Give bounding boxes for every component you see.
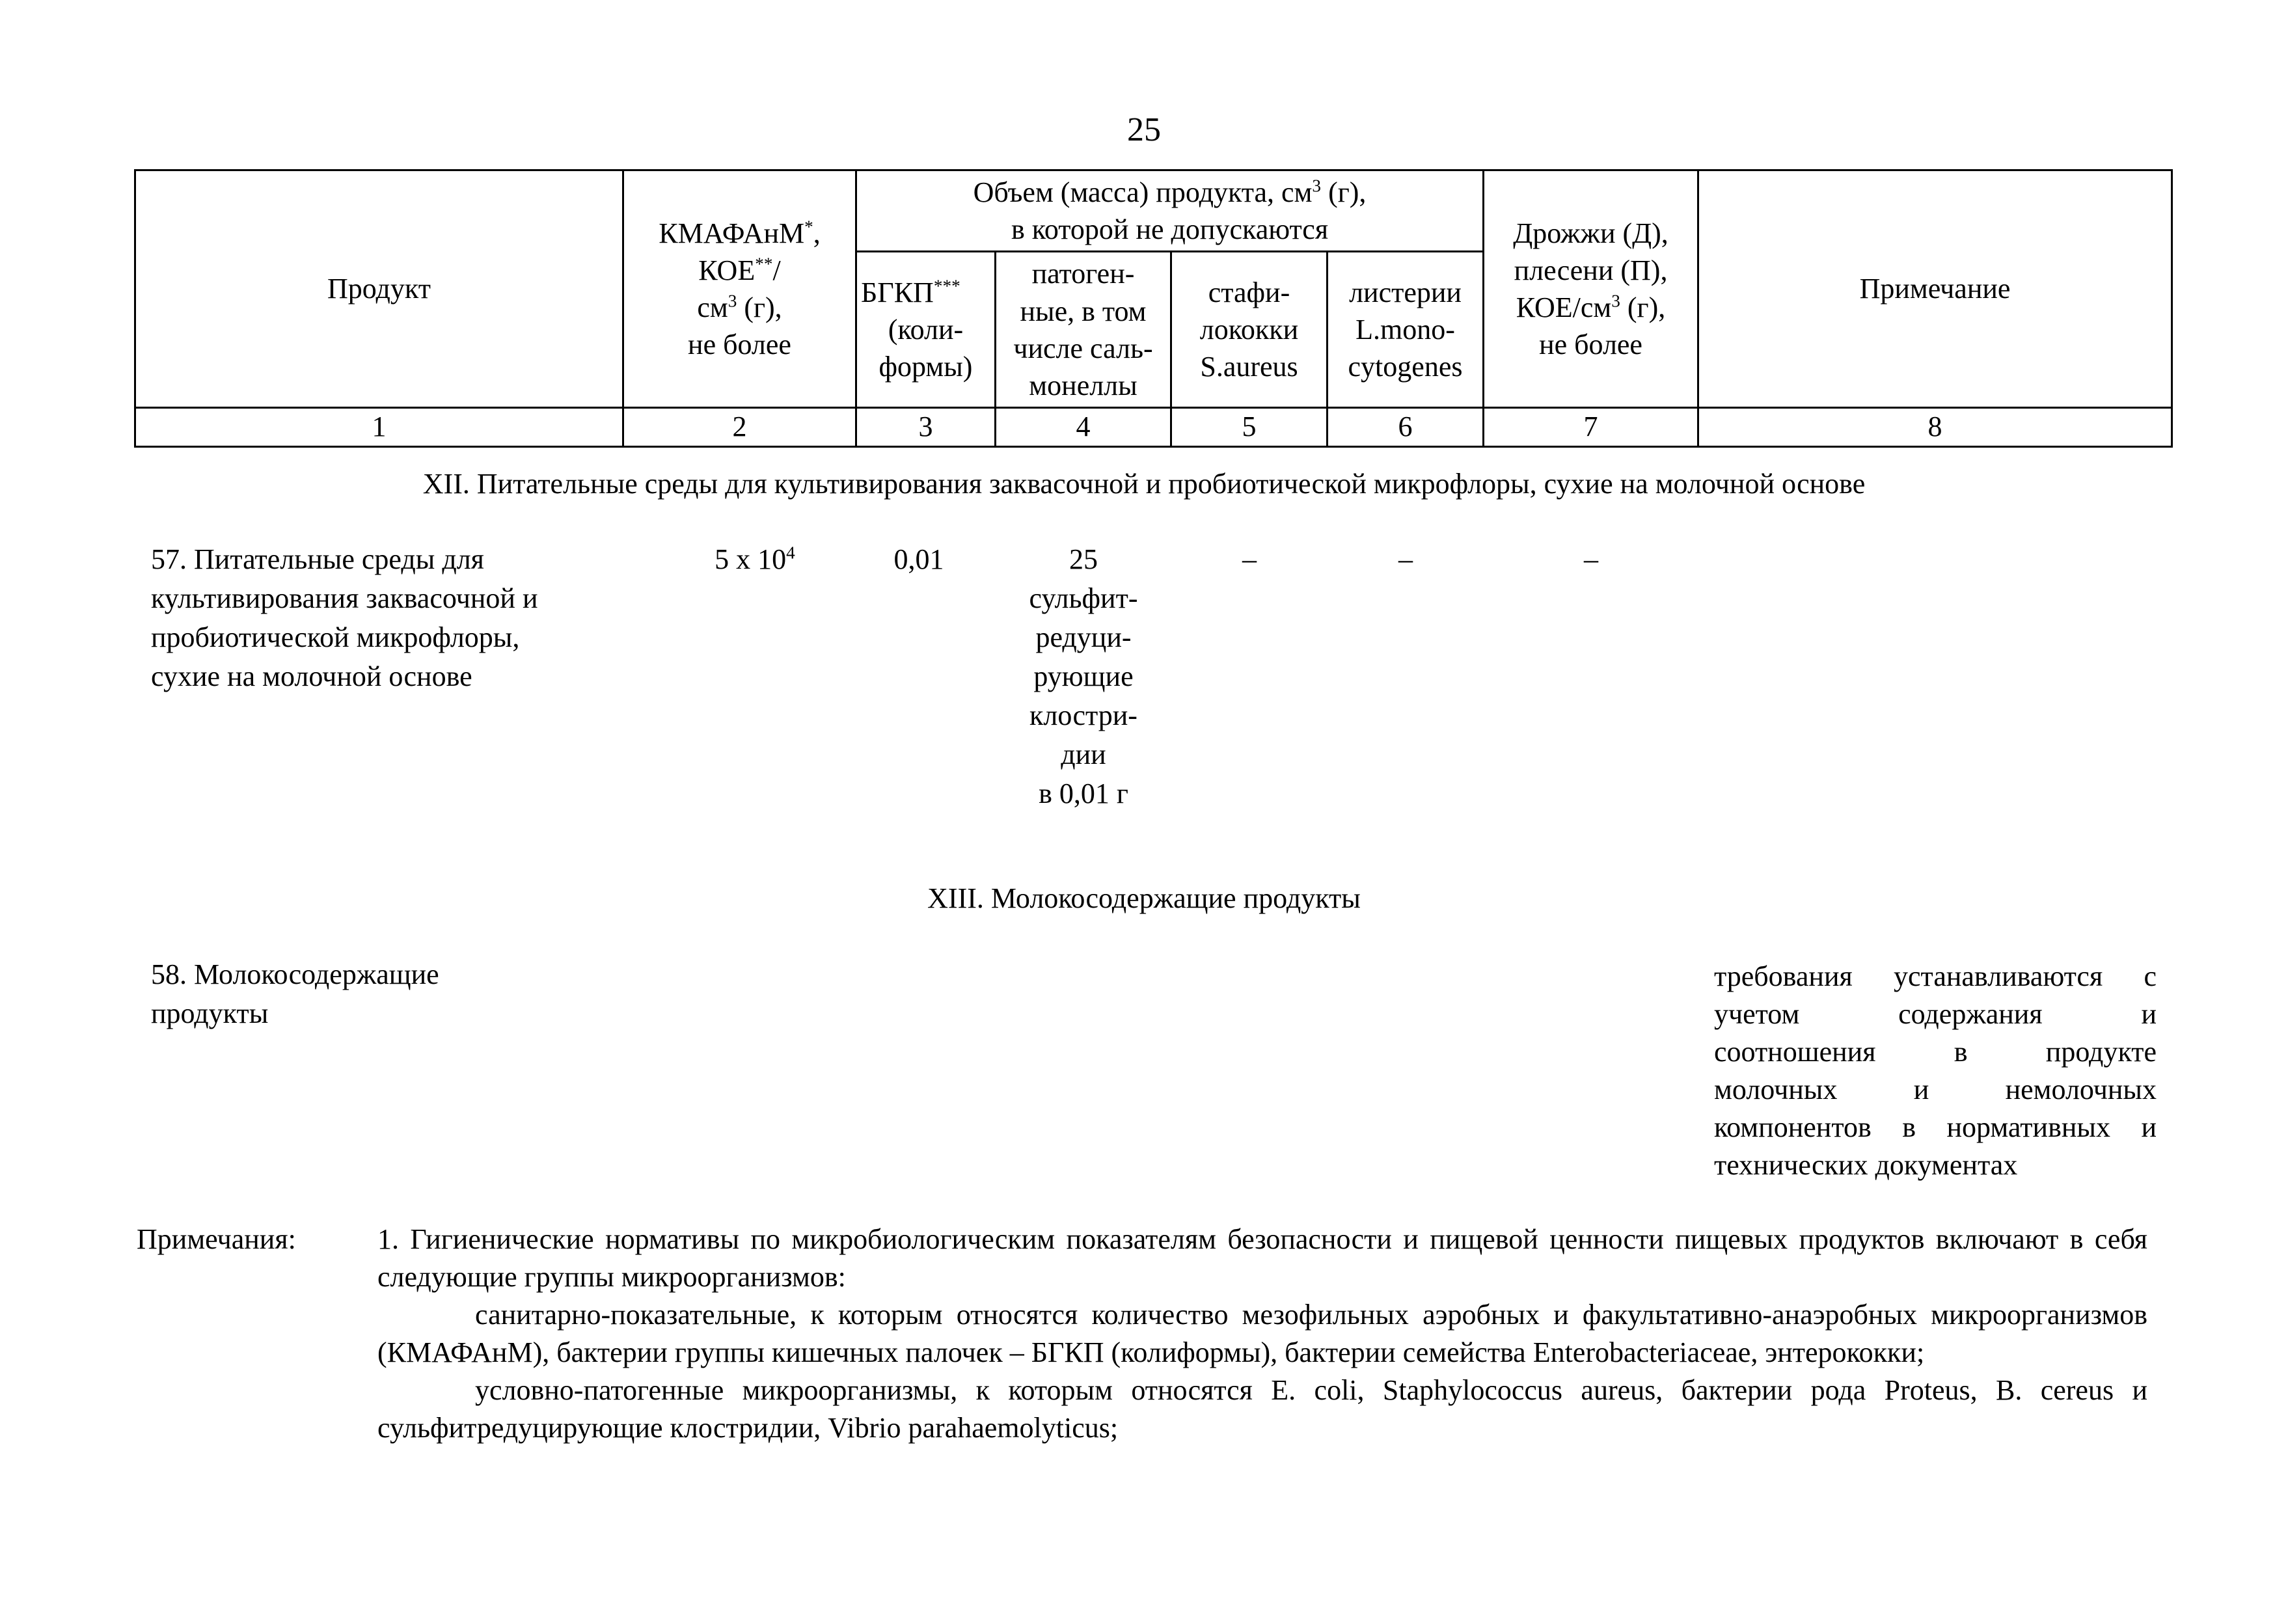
row-57-pathogens: 25 сульфит- редуци- рующие клостри- дии в 0,01 г [1029, 543, 1138, 809]
section-xiii-title: XIII. Молокосодержащие продукты [927, 882, 1361, 914]
page-number: 25 [1127, 111, 1161, 148]
header-product: Продукт [135, 170, 623, 408]
note-paragraph-3: условно-патогенные микроорганизмы, к которым относятся E. coli, Staphylococcus aureus, бактерии рода Proteus, B. cereus и сульфитредуцирующие клостридии, Vibrio parahaemolyticus; [377, 1374, 2147, 1444]
row-58-note: требования устанавливаются с учетом содержания и соотношения в продукте молочных и немолочных компонентов в нормативных и технических документах [1714, 960, 2157, 1181]
col-number: 6 [1328, 408, 1484, 447]
col-number: 4 [996, 408, 1171, 447]
header-table [134, 169, 2173, 448]
header-pathogens: патоген- ные, в том числе саль- монеллы [996, 252, 1171, 408]
row-57-listeria: – [1398, 543, 1413, 575]
row-57-staph: – [1242, 543, 1257, 575]
row-57-bgkp: 0,01 [893, 543, 944, 575]
notes-label: Примечания: [137, 1223, 296, 1255]
col-number: 2 [623, 408, 856, 447]
header-staph: стафи- лококки S.aureus [1171, 252, 1328, 408]
col-number: 7 [1484, 408, 1698, 447]
header-bgkp: БГКП*** (коли- формы) [856, 252, 996, 408]
note-paragraph-1: 1. Гигиенические нормативы по микробиологическим показателям безопасности и пищевой ценности пищевых продуктов включают в себя следующие группы микроорганизмов: [377, 1223, 2147, 1293]
row-58-product: 58. Молокосодержащие продукты [151, 958, 439, 1029]
notes-body [377, 1221, 2147, 1447]
header-yeast: Дрожжи (Д), плесени (П), КОЕ/$см^3$ (г), не более [1484, 170, 1698, 408]
row-57-yeast: – [1584, 543, 1598, 575]
header-volume: Объем (масса) продукта, $см^3$ (г), в которой не допускаются [856, 170, 1484, 252]
col-number: 5 [1171, 408, 1328, 447]
header-note: Примечание [1698, 170, 2172, 408]
section-xii-title: XII. Питательные среды для культивирования заквасочной и пробиотической микрофлоры, сухие на молочной основе [422, 468, 1866, 500]
row-57-kmafanm: 5 x $10^4$ [715, 543, 795, 575]
header-kmafanm: КМАФАнМ*, КОЕ**/ $см^3$ (г), не более [623, 170, 856, 408]
col-number: 8 [1698, 408, 2172, 447]
note-paragraph-2: санитарно-показательные, к которым относятся количество мезофильных аэробных и факультативно-анаэробных микроорганизмов (КМАФАнМ), бактерии группы кишечных палочек – БГКП (колиформы), бактерии семейства Enterobacteriaceae, энтерококки; [377, 1299, 2147, 1368]
row-57-product: 57. Питательные среды для культивирования заквасочной и пробиотической микрофлоры, сухие на молочной основе [151, 543, 538, 692]
col-number: 1 [135, 408, 623, 447]
header-listeria: листерии L.mono- cytogenes [1328, 252, 1484, 408]
col-number: 3 [856, 408, 996, 447]
